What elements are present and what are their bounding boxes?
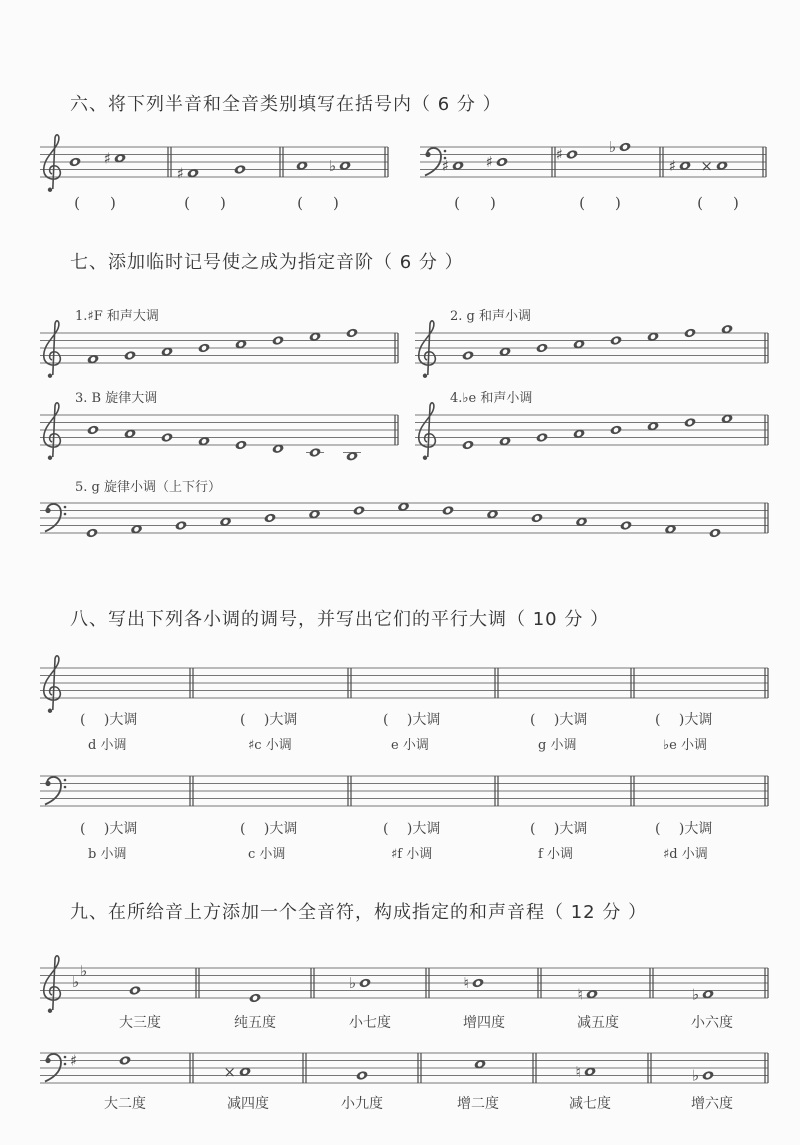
accidental: ♯ (103, 149, 111, 168)
whole-note (441, 505, 454, 516)
minor-key-label: f 小调 (538, 847, 573, 862)
bass-clef-icon (64, 1056, 67, 1059)
accidental: ♯ (485, 153, 493, 171)
staff-scale-2 (415, 321, 768, 378)
scale-label: 2. g 和声小调 (450, 309, 531, 324)
minor-key-label: e 小调 (391, 738, 429, 753)
answer-bracket: ( ) (579, 194, 621, 212)
whole-note (701, 1070, 714, 1081)
scale-label: 3. B 旋律大调 (75, 391, 158, 406)
whole-note (461, 440, 474, 451)
staff-section9-bass (40, 1053, 768, 1083)
major-key-answer: ( )大调 (655, 821, 713, 837)
whole-note (708, 528, 721, 539)
whole-note (345, 328, 358, 339)
whole-note (358, 978, 371, 989)
bass-clef-icon (64, 1063, 67, 1066)
accidental: ♯ (176, 164, 184, 183)
major-key-answer: ( )大调 (655, 712, 713, 728)
treble-clef-icon (48, 188, 52, 192)
minor-key-label: ♯d 小调 (663, 847, 708, 862)
bass-clef-icon (64, 786, 67, 789)
minor-key-label: g 小调 (538, 738, 577, 753)
interval-label: 大三度 (119, 1015, 161, 1031)
interval-label: 减五度 (577, 1015, 619, 1031)
staff-scale-4 (415, 403, 768, 460)
major-key-answer: ( )大调 (383, 712, 441, 728)
interval-label: 小六度 (691, 1015, 733, 1031)
answer-bracket: ( ) (697, 194, 739, 212)
minor-key-label: c 小调 (248, 847, 286, 862)
interval-label: 减七度 (569, 1096, 611, 1112)
whole-note (535, 432, 548, 443)
whole-note (618, 142, 631, 153)
whole-note (619, 520, 632, 531)
key-signature-flat: ♭ (72, 973, 80, 991)
whole-note (233, 164, 246, 175)
whole-note (352, 505, 365, 516)
whole-note (197, 343, 210, 354)
staff-section9-treble (40, 956, 768, 1013)
accidental: ♮ (575, 1062, 581, 1081)
interval-label: 小九度 (341, 1096, 383, 1112)
treble-clef-icon (48, 709, 52, 713)
bass-clef-icon (45, 781, 50, 786)
accidental: × (700, 156, 713, 175)
whole-note (174, 520, 187, 531)
major-key-answer: ( )大调 (240, 712, 298, 728)
scale-label: 1.♯F 和声大调 (75, 309, 159, 324)
whole-note (68, 157, 81, 168)
answer-bracket: ( ) (297, 194, 339, 212)
minor-key-label: ♭e 小调 (663, 738, 707, 753)
bass-clef-icon (444, 150, 447, 153)
accidental: ♭ (348, 974, 356, 992)
staff-section8-bass (40, 776, 768, 806)
minor-key-label: b 小调 (88, 847, 127, 862)
whole-note (565, 149, 578, 160)
section-6-title: 六、将下列半音和全音类别填写在括号内（ 6 分 ） (70, 94, 502, 115)
interval-label: 减四度 (227, 1096, 269, 1112)
answer-bracket: ( ) (74, 194, 116, 212)
accidental: ♭ (691, 1066, 699, 1085)
key-signature-sharp: ♯ (70, 1051, 78, 1070)
interval-label: 大二度 (104, 1096, 146, 1112)
section-9-title: 九、在所给音上方添加一个全音符，构成指定的和声音程（ 12 分 ） (70, 902, 648, 923)
interval-label: 增二度 (457, 1096, 499, 1112)
whole-note (471, 978, 484, 989)
major-key-answer: ( )大调 (240, 821, 298, 837)
interval-label: 增六度 (691, 1096, 733, 1112)
major-key-answer: ( )大调 (80, 712, 138, 728)
whole-note (461, 350, 474, 361)
answer-bracket: ( ) (184, 194, 226, 212)
scale-label: 4.♭e 和声小调 (450, 391, 533, 406)
accidental: ♭ (608, 138, 616, 156)
whole-note (248, 993, 261, 1004)
accidental: ♭ (328, 156, 336, 175)
whole-note (609, 425, 622, 436)
whole-note (495, 157, 508, 168)
whole-note (123, 350, 136, 361)
answer-bracket: ( ) (454, 194, 496, 212)
whole-note (85, 528, 98, 539)
interval-label: 小七度 (349, 1015, 391, 1031)
whole-note (128, 985, 141, 996)
whole-note (683, 417, 696, 428)
whole-note (234, 440, 247, 451)
accidental: ♯ (441, 156, 449, 175)
treble-clef-icon (423, 456, 427, 460)
whole-note (118, 1055, 131, 1066)
whole-note (271, 335, 284, 346)
minor-key-label: ♯f 小调 (391, 847, 433, 862)
accidental: ♮ (463, 974, 469, 992)
bass-clef-icon (64, 506, 67, 509)
bass-clef-icon (64, 513, 67, 516)
whole-note (355, 1070, 368, 1081)
minor-key-label: d 小调 (88, 738, 127, 753)
treble-clef-icon (48, 456, 52, 460)
major-key-answer: ( )大调 (530, 821, 588, 837)
whole-note (263, 513, 276, 524)
bass-clef-icon (64, 779, 67, 782)
accidental: × (223, 1062, 236, 1081)
staff-section8-treble (40, 656, 768, 713)
treble-clef-icon (423, 374, 427, 378)
major-key-answer: ( )大调 (80, 821, 138, 837)
whole-note (683, 328, 696, 339)
accidental: ♯ (668, 156, 676, 175)
accidental: ♮ (577, 985, 583, 1004)
bass-clef-icon (45, 508, 50, 513)
major-key-answer: ( )大调 (530, 712, 588, 728)
bass-clef-icon (45, 1058, 50, 1063)
bass-clef-icon (425, 152, 430, 157)
whole-note (86, 425, 99, 436)
accidental: ♭ (691, 985, 699, 1004)
section-7-title: 七、添加临时记号使之成为指定音阶（ 6 分 ） (70, 252, 464, 273)
whole-note (609, 335, 622, 346)
whole-note (160, 432, 173, 443)
treble-clef-icon (48, 1009, 52, 1013)
interval-label: 纯五度 (234, 1015, 276, 1031)
treble-clef-icon (48, 374, 52, 378)
major-key-answer: ( )大调 (383, 821, 441, 837)
whole-note (535, 343, 548, 354)
section-8-title: 八、写出下列各小调的调号，并写出它们的平行大调（ 10 分 ） (70, 609, 610, 630)
whole-note (308, 447, 321, 458)
staff-section6-bass (420, 147, 766, 177)
staff-scale-1 (40, 321, 398, 378)
minor-key-label: ♯c 小调 (248, 738, 292, 753)
key-signature-flat: ♭ (80, 961, 88, 980)
accidental: ♯ (555, 145, 563, 164)
whole-note (530, 513, 543, 524)
interval-label: 增四度 (463, 1015, 505, 1031)
scale-label: 5. g 旋律小调（上下行） (75, 480, 221, 495)
